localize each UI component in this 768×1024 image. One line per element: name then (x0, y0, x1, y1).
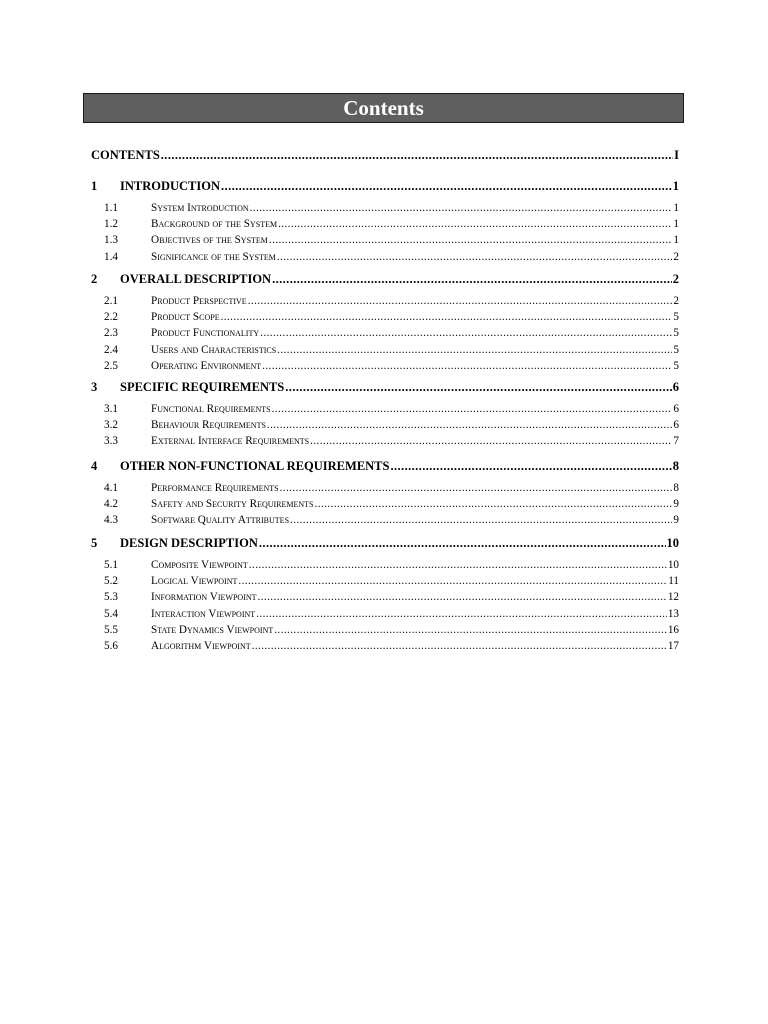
toc-subsection-5-1[interactable] (91, 558, 679, 573)
toc-entry-number: 1.3 (104, 234, 118, 247)
toc-subsection-4-2[interactable] (91, 497, 679, 512)
toc-entry-contents[interactable] (91, 147, 679, 163)
toc-subsection-3-1[interactable] (91, 402, 679, 417)
toc-page-number: 9 (673, 498, 679, 511)
dot-leader (161, 147, 673, 163)
toc-entry-label: Logical Viewpoint (151, 575, 238, 588)
toc-page-number: 5 (673, 311, 679, 324)
toc-entry-label: Behaviour Requirements (151, 419, 266, 432)
dot-leader (221, 178, 672, 194)
toc-entry-label: Performance Requirements (151, 482, 279, 494)
toc-page-number: 5 (673, 359, 679, 372)
toc-entry-number: 4.2 (104, 498, 118, 511)
toc-entry-label: External Interface Requirements (151, 435, 310, 448)
toc-entry-number: 1.1 (104, 202, 118, 214)
toc-entry-number: 5.6 (104, 640, 118, 652)
toc-page-number: I (674, 148, 679, 162)
dot-leader (390, 458, 671, 474)
toc-entry-label: Software Quality Attributes (151, 514, 290, 527)
toc-entry-label: System Introduction (151, 202, 249, 214)
toc-entry-number: 2 (91, 272, 98, 286)
toc-page-number: 6 (673, 403, 679, 415)
toc-subsection-5-5[interactable] (91, 623, 679, 638)
toc-subsection-2-4[interactable] (91, 343, 679, 358)
toc-entry-label: Algorithm Viewpoint (151, 640, 251, 652)
toc-page-number: 5 (673, 343, 679, 356)
toc-subsection-3-2[interactable] (91, 418, 679, 433)
toc-subsection-1-3[interactable] (91, 233, 679, 248)
toc-page-number: 16 (667, 623, 679, 636)
dot-leader (259, 535, 666, 551)
dot-leader (221, 310, 673, 325)
toc-entry-label: INTRODUCTION (120, 179, 221, 193)
toc-entry-number: 5.5 (104, 623, 118, 636)
toc-page-number: 9 (673, 514, 679, 527)
toc-subsection-2-3[interactable] (91, 326, 679, 341)
toc-entry-number: 4 (91, 459, 98, 473)
toc-subsection-2-1[interactable] (91, 294, 679, 309)
toc-section-4[interactable] (91, 458, 679, 474)
toc-entry-label: Interaction Viewpoint (151, 607, 256, 620)
toc-page-number: 13 (667, 607, 679, 620)
toc-entry-label: Information Viewpoint (151, 591, 257, 604)
dot-leader (250, 201, 673, 216)
toc-entry-number: 4.1 (104, 482, 118, 494)
toc-page-number: 2 (673, 250, 679, 263)
toc-entry-label: Product Perspective (151, 295, 247, 307)
toc-page-number: 10 (666, 536, 679, 550)
dot-leader (277, 343, 672, 358)
dot-leader (248, 294, 673, 309)
dot-leader (285, 379, 671, 395)
toc-entry-label: Users and Characteristics (151, 343, 277, 356)
toc-entry-label: OTHER NON-FUNCTIONAL REQUIREMENTS (120, 459, 390, 473)
toc-page-number: 6 (673, 419, 679, 432)
toc-entry-number: 5.3 (104, 591, 118, 604)
contents-heading: Contents (343, 96, 424, 120)
toc-subsection-4-3[interactable] (91, 513, 679, 528)
dot-leader (260, 326, 672, 341)
toc-subsection-1-1[interactable] (91, 201, 679, 216)
toc-entry-label: Background of the System (151, 218, 278, 231)
toc-entry-number: 2.3 (104, 327, 118, 340)
toc-entry-number: 5.4 (104, 607, 118, 620)
toc-subsection-5-6[interactable] (91, 639, 679, 654)
toc-entry-number: 2.1 (104, 295, 118, 307)
toc-page-number: 2 (672, 272, 679, 286)
toc-entry-label: Objectives of the System (151, 234, 268, 247)
toc-section-1[interactable] (91, 178, 679, 194)
toc-page-number: 17 (667, 640, 679, 652)
toc-subsection-2-2[interactable] (91, 310, 679, 325)
toc-entry-number: 3.2 (104, 419, 118, 432)
dot-leader (267, 418, 673, 433)
toc-subsection-5-4[interactable] (91, 607, 679, 622)
toc-subsection-3-3[interactable] (91, 434, 679, 449)
toc-entry-label: Safety and Security Requirements (151, 498, 314, 511)
toc-page-number: 8 (672, 459, 679, 473)
dot-leader (277, 250, 673, 265)
dot-leader (272, 271, 672, 287)
toc-subsection-4-1[interactable] (91, 481, 679, 496)
toc-entry-number: 2.2 (104, 311, 118, 324)
toc-page-number: 6 (672, 380, 679, 394)
dot-leader (269, 233, 672, 248)
toc-page-number: 7 (673, 435, 679, 448)
dot-leader (262, 359, 672, 374)
toc-subsection-5-3[interactable] (91, 590, 679, 605)
toc-entry-number: 2.5 (104, 359, 118, 372)
toc-entry-number: 4.3 (104, 514, 118, 527)
toc-entry-number: 5.2 (104, 575, 118, 588)
toc-page-number: 1 (673, 218, 679, 231)
toc-page-number: 1 (673, 234, 679, 247)
toc-page-number: 12 (667, 591, 679, 604)
toc-subsection-5-2[interactable] (91, 574, 679, 589)
dot-leader (274, 623, 667, 638)
toc-entry-label: SPECIFIC REQUIREMENTS (120, 380, 285, 394)
toc-entry-label: Significance of the System (151, 250, 276, 263)
toc-subsection-1-2[interactable] (91, 217, 679, 232)
toc-section-5[interactable] (91, 535, 679, 551)
toc-entry-number: 3.3 (104, 435, 118, 448)
toc-subsection-2-5[interactable] (91, 359, 679, 374)
dot-leader (290, 513, 672, 528)
toc-entry-number: 5 (91, 536, 98, 550)
toc-page-number: 1 (672, 179, 679, 193)
toc-page-number: 11 (668, 575, 679, 588)
toc-entry-number: 5.1 (104, 559, 118, 571)
dot-leader (280, 481, 673, 496)
dot-leader (252, 639, 667, 654)
dot-leader (238, 574, 667, 589)
toc-section-3[interactable] (91, 379, 679, 395)
toc-page-number: 10 (667, 559, 679, 571)
toc-page-number: 2 (673, 295, 679, 307)
toc-entry-number: 1.2 (104, 218, 118, 231)
toc-entry-label: Functional Requirements (151, 403, 271, 415)
toc-page-number: 1 (673, 202, 679, 214)
dot-leader (249, 558, 667, 573)
toc-entry-number: 1 (91, 179, 98, 193)
toc-entry-label: OVERALL DESCRIPTION (120, 272, 272, 286)
toc-entry-label: Operating Environment (151, 359, 262, 372)
toc-subsection-1-4[interactable] (91, 250, 679, 265)
toc-entry-label: Product Functionality (151, 327, 260, 340)
toc-entry-label: Composite Viewpoint (151, 559, 248, 571)
toc-page-number: 8 (673, 482, 679, 494)
contents-title-bar (83, 93, 684, 123)
toc-entry-number: 3 (91, 380, 98, 394)
toc-page-number: 5 (673, 327, 679, 340)
toc-entry-label: DESIGN DESCRIPTION (120, 536, 258, 550)
toc-entry-label: CONTENTS (91, 148, 160, 162)
toc-entry-number: 2.4 (104, 343, 118, 356)
dot-leader (272, 402, 673, 417)
toc-entry-number: 3.1 (104, 403, 118, 415)
toc-entry-number: 1.4 (104, 250, 118, 263)
dot-leader (278, 217, 672, 232)
toc-section-2[interactable] (91, 271, 679, 287)
toc-entry-label: Product Scope (151, 311, 220, 324)
dot-leader (258, 590, 667, 605)
dot-leader (256, 607, 667, 622)
dot-leader (310, 434, 672, 449)
toc-entry-label: State Dynamics Viewpoint (151, 623, 274, 636)
dot-leader (315, 497, 673, 512)
